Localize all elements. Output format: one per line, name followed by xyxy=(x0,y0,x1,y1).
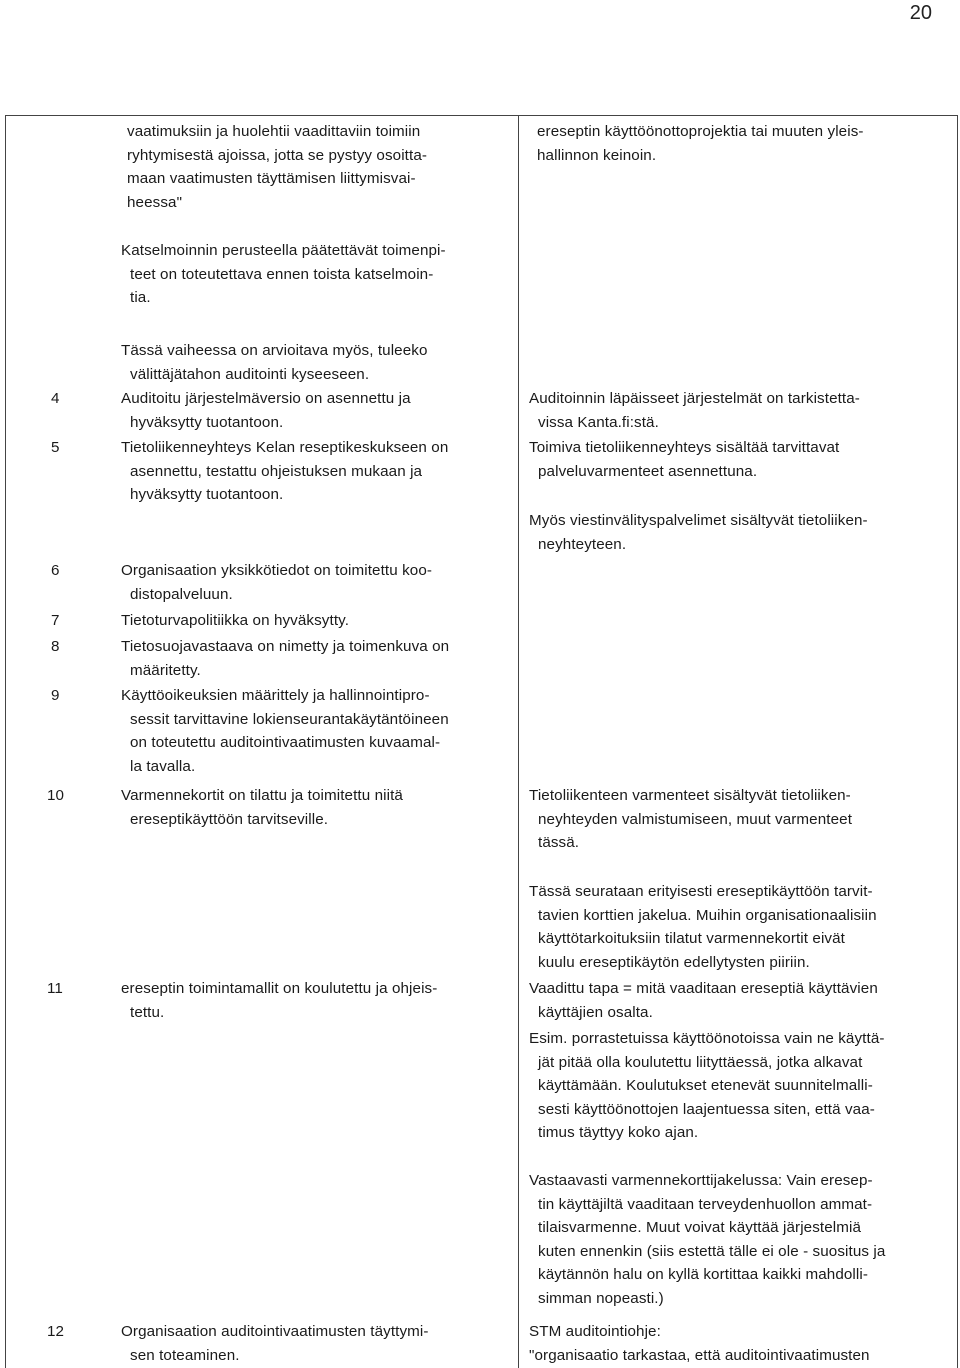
row-5-number: 5 xyxy=(51,439,60,456)
row-5-right-note: Myös viestinvälityspalvelimet sisältyvät tietoliiken- neyhteyteen. xyxy=(529,512,868,553)
row-10-right-text: Tietoliikenteen varmenteet sisältyvät tietoliiken- neyhteyden valmistumiseen, muut varmenteet tässä. xyxy=(529,787,853,851)
row-9-left-text: Käyttöoikeuksien määrittely ja hallinnointipro- sessit tarvittavine lokienseurantakäytäntöineen on toteutettu auditointivaatimusten kuvaamal- la tavalla. xyxy=(121,687,449,775)
row-11-left-text: ereseptin toimintamallit on koulutettu ja ohjeis- tettu. xyxy=(121,980,438,1021)
row-4-right-text: Auditoinnin läpäisseet järjestelmät on tarkistetta- vissa Kanta.fi:stä. xyxy=(529,390,860,431)
row-5-right-text: Toimiva tietoliikenneyhteys sisältää tarvittavat palveluvarmenteet asennettuna. xyxy=(529,439,840,480)
table-right-border xyxy=(957,115,958,1368)
row-7-number: 7 xyxy=(51,612,60,629)
row-9-number: 9 xyxy=(51,687,60,704)
row-4-number: 4 xyxy=(51,390,60,407)
row-1-right-text: ereseptin käyttöönottoprojektia tai muuten yleis- hallinnon keinoin. xyxy=(537,123,864,164)
row-10-number: 10 xyxy=(47,787,64,804)
row-4-left-text: Auditoitu järjestelmäversio on asennettu ja hyväksytty tuotantoon. xyxy=(121,390,411,431)
row-12-right-text: STM auditointiohje: "organisaatio tarkastaa, että auditointivaatimusten xyxy=(529,1323,870,1364)
table-column-divider xyxy=(518,115,519,1368)
row-12-left-text: Organisaation auditointivaatimusten täyttymi- sen toteaminen. xyxy=(121,1323,429,1364)
row-6-left-text: Organisaation yksikkötiedot on toimitettu koo- distopalveluun. xyxy=(121,562,433,603)
row-7-left-text: Tietoturvapolitiikka on hyväksytty. xyxy=(121,612,350,629)
row-11-right-text: Vaadittu tapa = mitä vaaditaan ereseptiä käyttävien käyttäjien osalta. xyxy=(529,980,878,1021)
table-top-border xyxy=(5,115,958,116)
row-1-left-text: vaatimuksiin ja huolehtii vaadittaviin toimiin ryhtymisestä ajoissa, jotta se pystyy osoitta- maan vaatimusten täyttämisen liittymisvai- heessa" xyxy=(127,123,428,211)
row-11-right-note: Esim. porrastetuissa käyttöönotoissa vain ne käyttä- jät pitää olla koulutettu liityttäessä, jotka alkavat käyttämään. Koulutukset etenevät suunnitelmalli- sesti käyttöönottojen laajentuessa siten, että vaa- timus täyttyy koko ajan. xyxy=(529,1030,885,1141)
row-8-left-text: Tietosuojavastaava on nimetty ja toimenkuva on määritetty. xyxy=(121,638,450,679)
row-2-left-text: Katselmoinnin perusteella päätettävät toimenpi- teet on toteutettava ennen toista katselmoin- tia. xyxy=(121,242,446,306)
row-11-right-note-2: Vastaavasti varmennekorttijakelussa: Vain eresep- tin käyttäjiltä vaaditaan terveydenhuollon ammat- tilaisvarmenne. Muut voivat käyttää järjestelmiä kuten ennenkin (siis estettä tälle ei ole - suositus ja käytännön halu on kyllä kortittaa kaikki mahdolli- simman nopeasti.) xyxy=(529,1172,886,1307)
row-8-number: 8 xyxy=(51,638,60,655)
table-left-border xyxy=(5,115,6,1368)
row-3-left-text: Tässä vaiheessa on arvioitava myös, tuleeko välittäjätahon auditointi kyseeseen. xyxy=(121,342,428,383)
row-6-number: 6 xyxy=(51,562,60,579)
row-5-left-text: Tietoliikenneyhteys Kelan reseptikeskukseen on asennettu, testattu ohjeistuksen mukaan ja hyväksytty tuotantoon. xyxy=(121,439,449,503)
row-12-number: 12 xyxy=(47,1323,64,1340)
page-number: 20 xyxy=(909,2,932,24)
row-11-number: 11 xyxy=(47,980,63,997)
row-10-right-note: Tässä seurataan erityisesti ereseptikäyttöön tarvit- tavien korttien jakelua. Muihin organisationaalisiin käyttötarkoituksiin tilatut varmennekortit eivät kuulu ereseptikäytön edellytysten piiriin. xyxy=(529,883,877,971)
row-10-left-text: Varmennekortit on tilattu ja toimitettu niitä ereseptikäyttöön tarvitseville. xyxy=(121,787,403,828)
